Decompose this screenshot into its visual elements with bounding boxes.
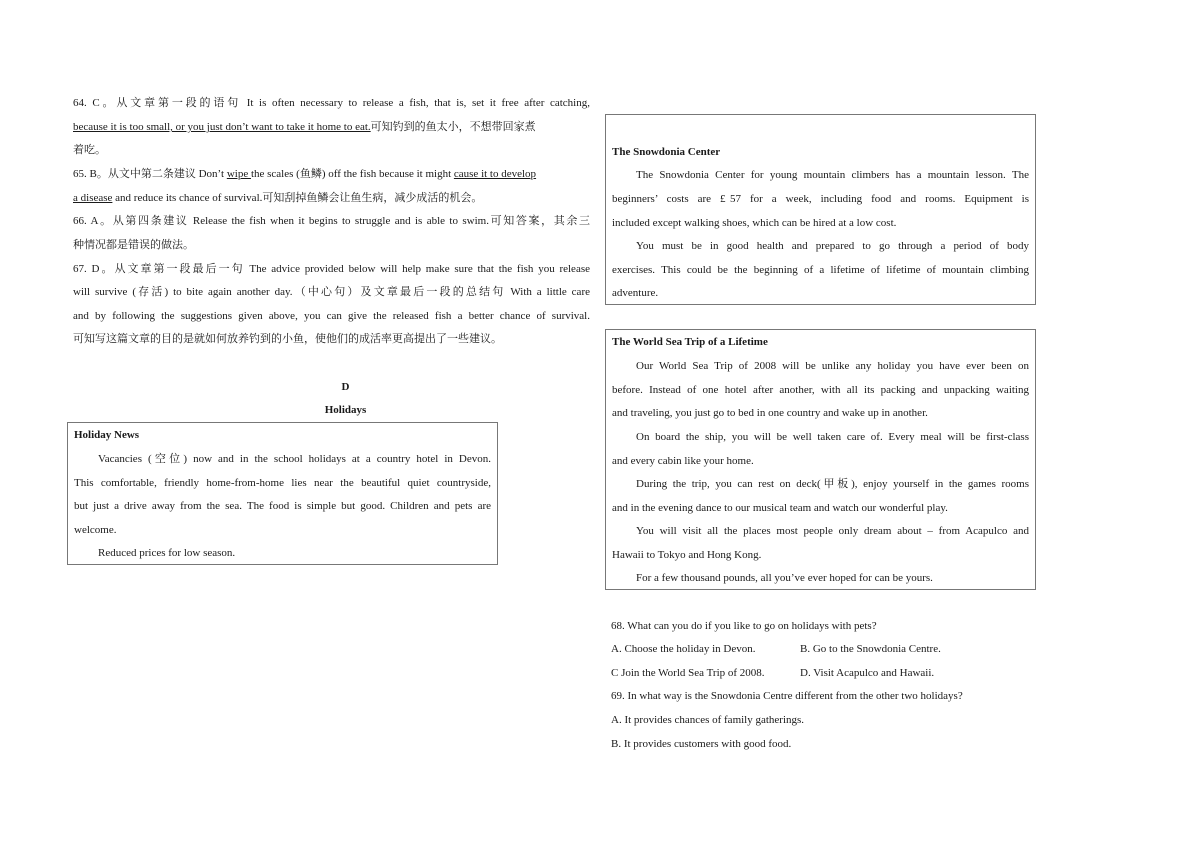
world-sea-heading: The World Sea Trip of a Lifetime: [612, 336, 768, 348]
answer-67-line-3: and by following the suggestions given above, you can give the released fish a better chance of survival.: [73, 310, 590, 322]
answer-65-text-a: 65. B。从文中第二条建议 Don’t: [73, 168, 227, 180]
answer-67-line-4: 可知写这篇文章的目的是就如何放养钓到的小鱼，使他们的成活率更高提出了一些建议。: [73, 333, 502, 345]
section-letter: D: [341, 381, 350, 393]
question-69-option-b: B. It provides customers with good food.: [611, 738, 792, 750]
question-68-option-a: A. Choose the holiday in Devon.: [611, 643, 756, 655]
world-sea-line-1: Our World Sea Trip of 2008 will be unlike any holiday you have ever been on: [636, 360, 1029, 372]
world-sea-line-2: before. Instead of one hotel after another, with all its packing and unpacking waiting: [612, 384, 1029, 396]
holiday-news-line-1: Vacancies (空位) now and in the school holidays at a country hotel in Devon.: [98, 453, 491, 465]
snowdonia-line-2: beginners’ costs are £ 57 for a week, including food and rooms. Equipment is: [612, 193, 1029, 205]
answer-66-line-2: 种情况都是错误的做法。: [73, 239, 194, 251]
answer-65-underline-wipe: wipe: [226, 168, 251, 180]
answer-65-underline-disease: a disease: [73, 192, 113, 204]
world-sea-line-5: and every cabin like your home.: [612, 455, 754, 467]
question-68-option-b: B. Go to the Snowdonia Centre.: [800, 643, 941, 655]
answer-66-line-1: 66. A。从第四条建议 Release the fish when it begins to struggle and is able to swim.可知答案，其余三: [73, 215, 590, 227]
holiday-news-line-4: welcome.: [74, 524, 117, 536]
answer-64-note: 可知钓到的鱼太小，不想带回家煮: [370, 121, 536, 133]
answer-64-quote: because it is too small, or you just don’t want to take it home to eat.: [73, 121, 371, 133]
answer-65-underline-cause: cause it to develop: [453, 168, 537, 180]
section-title: Holidays: [324, 404, 367, 416]
snowdonia-box: [605, 114, 1036, 305]
question-68-option-d: D. Visit Acapulco and Hawaii.: [800, 667, 935, 679]
answer-64-line-3: 着吃。: [73, 144, 106, 156]
answer-65-line-1: [73, 167, 590, 181]
answer-65-line-2: [73, 191, 482, 205]
answer-64-line-1: 64. C。从文章第一段的语句 It is often necessary to release a fish, that is, set it free after catching,: [73, 97, 590, 109]
world-sea-line-4: On board the ship, you will be well taken care of. Every meal will be first-class: [636, 431, 1029, 443]
snowdonia-line-5: exercises. This could be the beginning of a lifetime of lifetime of mountain climbing: [612, 264, 1029, 276]
snowdonia-heading: The Snowdonia Center: [612, 146, 721, 158]
world-sea-line-3: and traveling, you just go to bed in one country and wake up in another.: [612, 407, 928, 419]
snowdonia-line-1: The Snowdonia Center for young mountain climbers has a mountain lesson. The: [636, 169, 1029, 181]
world-sea-trip-box: [605, 329, 1036, 590]
world-sea-line-6: During the trip, you can rest on deck(甲板), enjoy yourself in the games rooms: [636, 478, 1029, 490]
answer-65-note: and reduce its chance of survival.可知刮掉鱼鳞会让鱼生病，减少成活的机会。: [112, 192, 483, 204]
holiday-news-box: [67, 422, 498, 565]
snowdonia-line-4: You must be in good health and prepared to go through a period of body: [636, 240, 1029, 252]
snowdonia-line-3: included except walking shoes, which can be hired at a low cost.: [612, 217, 897, 229]
holiday-news-heading: Holiday News: [74, 429, 140, 441]
world-sea-line-7: and in the evening dance to our musical team and watch our wonderful play.: [612, 502, 948, 514]
answer-65-text-b: the scales (鱼鳞) off the fish because it might: [250, 168, 454, 180]
holiday-news-line-5: Reduced prices for low season.: [98, 547, 236, 559]
holiday-news-line-2: This comfortable, friendly home-from-home lies near the beautiful quiet countryside,: [74, 477, 491, 489]
answer-67-line-2: will survive (存活) to bite again another day.（中心句）及文章最后一段的总结句 With a little care: [73, 286, 590, 298]
world-sea-line-8: You will visit all the places most people only dream about – from Acapulco and: [636, 525, 1029, 537]
world-sea-line-10: For a few thousand pounds, all you’ve ever hoped for can be yours.: [636, 572, 933, 584]
question-68: 68. What can you do if you like to go on holidays with pets?: [611, 620, 877, 632]
question-68-option-c: C Join the World Sea Trip of 2008.: [611, 667, 765, 679]
question-69-option-a: A. It provides chances of family gatherings.: [611, 714, 805, 726]
holiday-news-line-3: but just a drive away from the sea. The food is simple but good. Children and pets are: [74, 500, 491, 512]
answer-67-line-1: 67. D。从文章第一段最后一句 The advice provided below will help make sure that the fish you release: [73, 263, 590, 275]
question-69: 69. In what way is the Snowdonia Centre different from the other two holidays?: [611, 690, 963, 702]
answer-64-line-2: [73, 120, 536, 134]
snowdonia-line-6: adventure.: [612, 287, 659, 299]
world-sea-line-9: Hawaii to Tokyo and Hong Kong.: [612, 549, 762, 561]
